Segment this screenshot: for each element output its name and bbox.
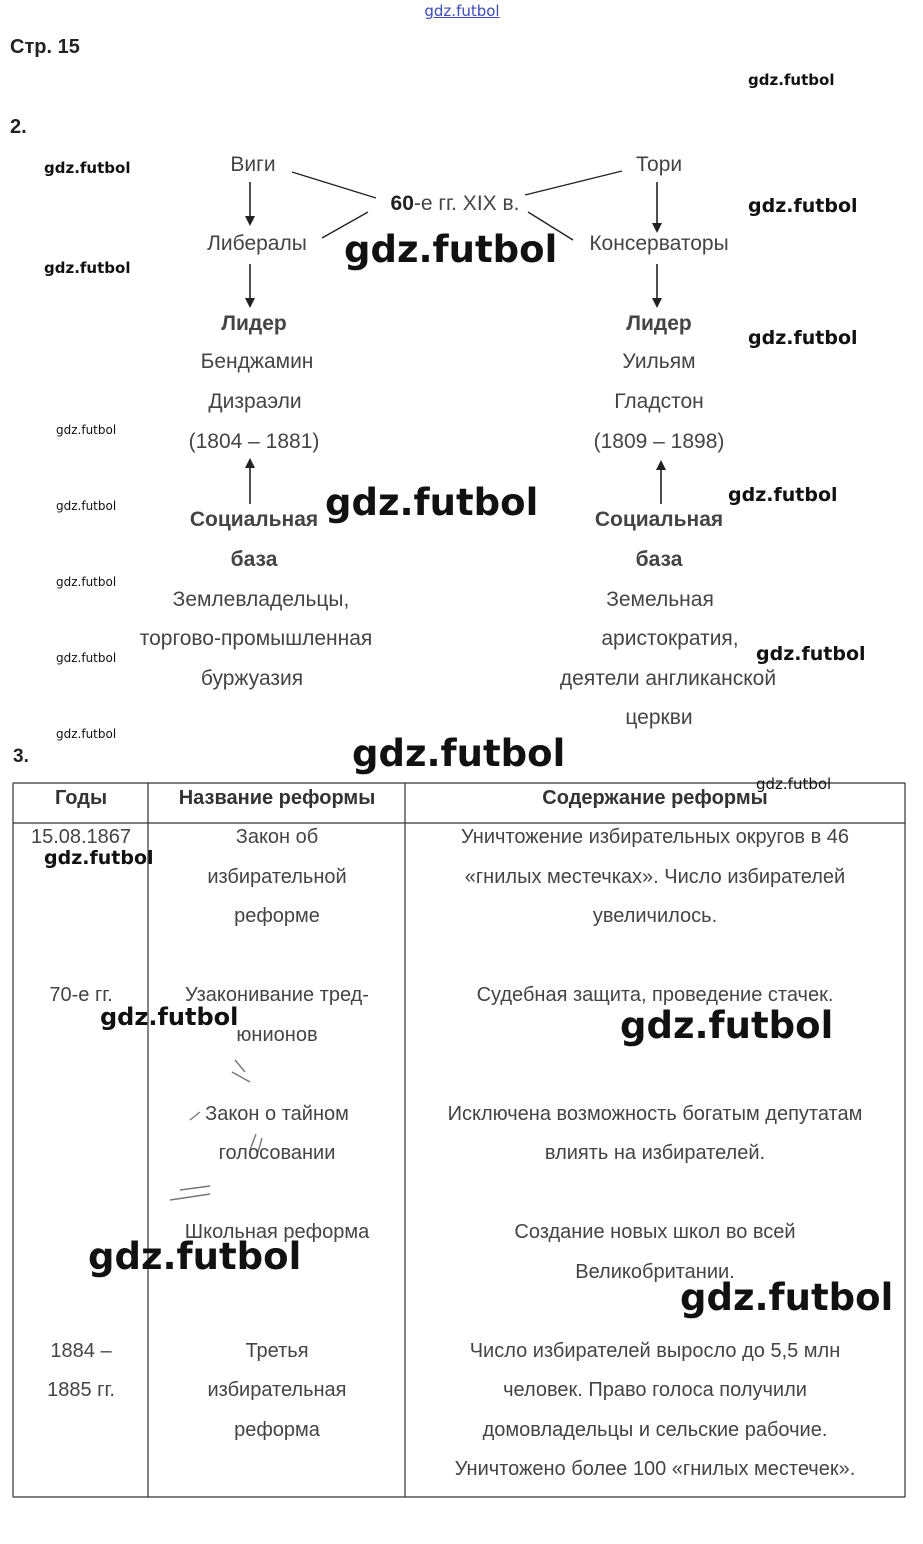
- watermark: gdz.futbol: [100, 1003, 239, 1031]
- table-cell-content: Создание новых школ во всей: [514, 1221, 796, 1243]
- watermark: gdz.futbol: [748, 195, 858, 217]
- table-cell-name: Узаконивание тред-: [185, 984, 369, 1006]
- table-header-content: Содержание реформы: [542, 787, 768, 809]
- right-base-line: деятели англиканской: [559, 667, 777, 690]
- watermark: gdz.futbol: [56, 651, 117, 665]
- table-cell-year: 15.08.1867: [30, 826, 132, 848]
- left-base-line: буржуазия: [200, 667, 304, 690]
- right-base-label: база: [635, 548, 683, 571]
- right-leader-line: (1809 – 1898): [593, 430, 725, 453]
- left-leader-line: Дизраэли: [208, 390, 302, 413]
- table-cell-name: реформе: [234, 905, 320, 927]
- watermark: gdz.futbol: [756, 643, 866, 665]
- table-header-name: Название реформы: [178, 787, 376, 809]
- watermark: gdz.futbol: [748, 71, 835, 89]
- table-cell-name: юнионов: [236, 1024, 318, 1046]
- watermark: gdz.futbol: [352, 732, 566, 775]
- right-party: Тори: [635, 153, 683, 176]
- watermark: gdz.futbol: [56, 575, 117, 589]
- table-cell-content: Уничтожение избирательных округов в 46: [460, 826, 850, 848]
- table-cell-name: избирательная: [207, 1379, 347, 1401]
- table-cell-content: домовладельцы и сельские рабочие.: [482, 1419, 828, 1441]
- left-successor: Либералы: [207, 232, 307, 255]
- watermark: gdz.futbol: [748, 327, 858, 349]
- table-cell-content: увеличилось.: [592, 905, 718, 927]
- left-party: Виги: [230, 153, 276, 176]
- top-link[interactable]: gdz.futbol: [424, 2, 500, 20]
- connector-line: [292, 172, 376, 198]
- table-cell-content: «гнилых местечках». Число избирателей: [464, 866, 846, 888]
- page-reference: Стр. 15: [10, 36, 80, 58]
- watermark: gdz.futbol: [44, 259, 131, 277]
- left-base-label: база: [230, 548, 278, 571]
- right-base-label: Социальная: [594, 508, 724, 531]
- right-leader-line: Уильям: [622, 350, 696, 373]
- right-base-line: Земельная: [606, 588, 714, 611]
- task-2-number: 2.: [10, 116, 27, 138]
- left-base-label: Социальная: [189, 508, 319, 531]
- table-cell-name: реформа: [234, 1419, 320, 1441]
- watermark: gdz.futbol: [344, 228, 558, 271]
- table-cell-year: 1885 гг.: [47, 1379, 115, 1401]
- watermark: gdz.futbol: [56, 423, 117, 437]
- left-leader-line: (1804 – 1881): [188, 430, 320, 453]
- watermark: gdz.futbol: [728, 484, 838, 506]
- table-cell-content: Исключена возможность богатым депутатам: [447, 1103, 863, 1125]
- task-3-number: 3.: [13, 746, 29, 767]
- table-header-years: Годы: [54, 787, 108, 809]
- table-cell-content: Судебная защита, проведение стачек.: [476, 984, 834, 1006]
- table-cell-year: 70-е гг.: [49, 984, 113, 1006]
- table-cell-name: избирательной: [207, 866, 347, 888]
- watermark: gdz.futbol: [620, 1004, 834, 1047]
- watermark: gdz.futbol: [44, 847, 154, 869]
- left-base-line: торгово-промышленная: [139, 627, 373, 650]
- watermark: gdz.futbol: [680, 1276, 894, 1319]
- table-cell-name: Закон о тайном: [205, 1103, 349, 1125]
- table-cell-year: 1884 –: [50, 1340, 112, 1362]
- right-base-line: церкви: [625, 706, 693, 729]
- table-cell-content: Великобритании.: [575, 1261, 735, 1283]
- watermark: gdz.futbol: [88, 1235, 302, 1278]
- watermark: gdz.futbol: [44, 159, 131, 177]
- table-cell-content: Число избирателей выросло до 5,5 млн: [469, 1340, 841, 1362]
- connector-line: [525, 171, 622, 195]
- table-cell-content: Уничтожено более 100 «гнилых местечек».: [454, 1458, 856, 1480]
- watermark: gdz.futbol: [56, 727, 117, 741]
- watermark: gdz.futbol: [325, 481, 539, 524]
- left-base-line: Землевладельцы,: [172, 588, 350, 611]
- watermark: gdz.futbol: [56, 499, 117, 513]
- table-cell-content: влиять на избирателей.: [544, 1142, 766, 1164]
- left-leader-label: Лидер: [221, 312, 287, 335]
- watermark: gdz.futbol: [756, 775, 832, 793]
- table-cell-name: Третья: [245, 1340, 309, 1362]
- right-leader-line: Гладстон: [614, 390, 704, 413]
- right-base-line: аристократия,: [601, 627, 739, 650]
- table-cell-name: голосовании: [218, 1142, 336, 1164]
- right-successor: Консерваторы: [589, 232, 729, 255]
- table-cell-content: человек. Право голоса получили: [503, 1379, 807, 1401]
- right-leader-label: Лидер: [626, 312, 692, 335]
- table-cell-name: Школьная реформа: [184, 1221, 370, 1243]
- diagram-center-period: 60-е гг. XIX в.: [390, 192, 520, 215]
- table-cell-name: Закон об: [235, 826, 319, 848]
- left-leader-line: Бенджамин: [200, 350, 314, 373]
